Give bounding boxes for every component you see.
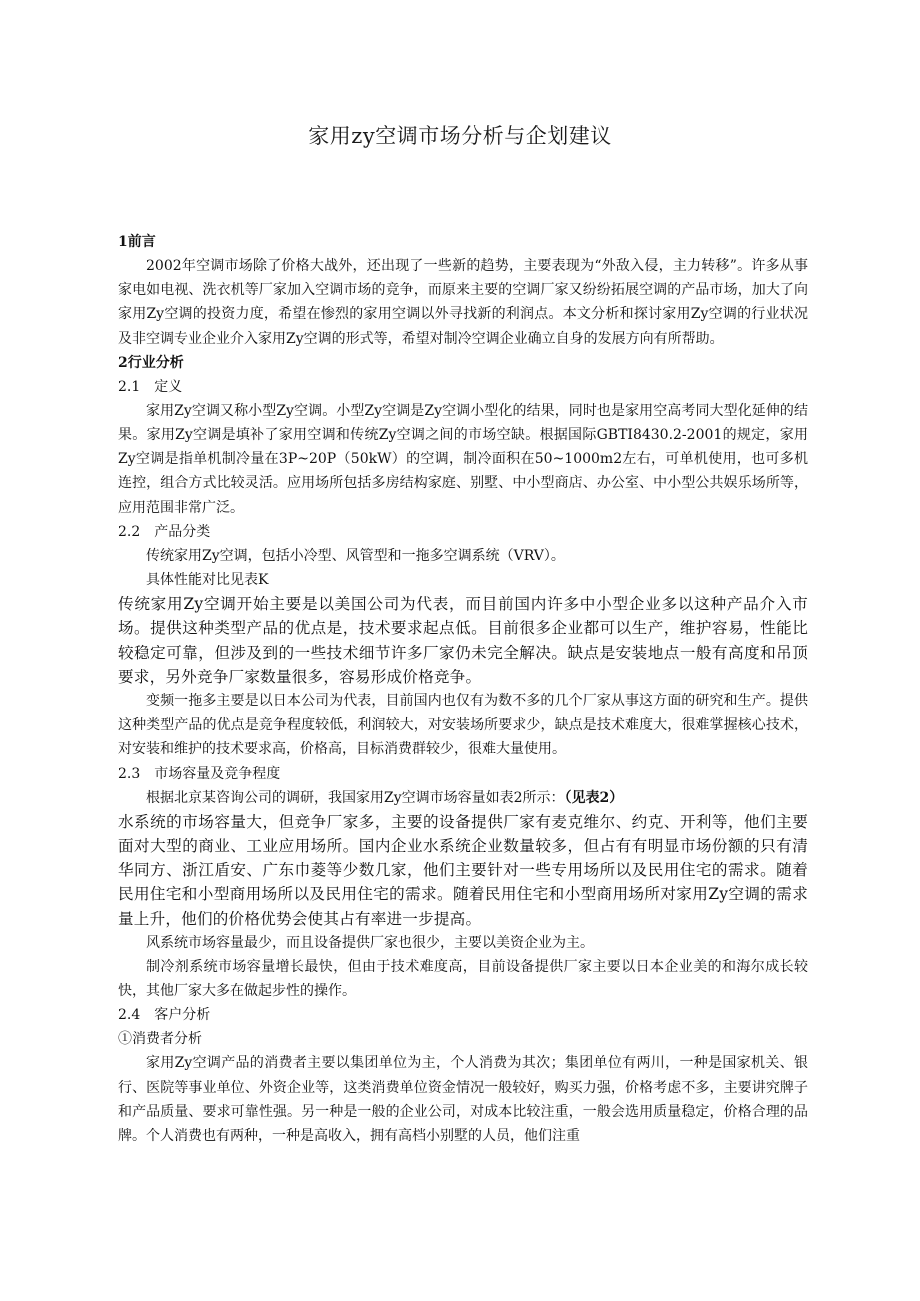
paragraph: 2002年空调市场除了价格大战外，还出现了一些新的趋势，主要表现为“外敌入侵，主力转移”。许多从事家电如电视、洗衣机等厂家加入空调市场的竞争，而原来主要的空调厂家又纷纷拓展空调的产品市场，加大了向家用Zy空调的投资力度，希望在惨烈的家用空调以外寻找新的利润点。本文分析和探讨家用Zy空调的行业状况及非空调专业企业介入家用Zy空调的形式等，希望对制冷空调企业确立自身的发展方向有所帮助。	[118, 258, 808, 347]
paragraph-text: 根据北京某咨询公司的调研，我国家用Zy空调市场容量如表2所示：	[146, 789, 565, 806]
subsection-heading-2-2: 2.2 产品分类	[118, 523, 211, 540]
paragraph	[118, 786, 808, 810]
paragraph: 传统家用Zy空调，包括小冷型、风管型和一拖多空调系统（VRV）。	[146, 547, 565, 564]
paragraph: 具体性能对比见表K	[146, 572, 269, 589]
paragraph: 传统家用Zy空调开始主要是以美国公司为代表，而目前国内许多中小型企业多以这种产品介入市场。提供这种类型产品的优点是，技术要求起点低。目前很多企业都可以生产，维护容易，性能比较稳定可靠，但涉及到的一些技术细节许多厂家仍未完全解决。缺点是安装地点一般有高度和吊顶要求，另外竞争厂家数量很多，容易形成价格竞争。	[118, 595, 808, 686]
table-reference: （见表2）	[564, 789, 624, 806]
paragraph: 家用Zy空调又称小型Zy空调。小型Zy空调是Zy空调小型化的结果，同时也是家用空高考同大型化延伸的结果。家用Zy空调是填补了家用空调和传统Zy空调之间的市场空缺。根据国际GBTI8430.2-2001的规定，家用Zy空调是指单机制冷量在3P~20P（50kW）的空调，制冷面积在50~1000m2左右，可单机使用，也可多机连控，组合方式比较灵活。应用场所包括多房结构家庭、别墅、中小型商店、办公室、中小型公共娱乐场所等，应用范围非常广泛。	[118, 402, 808, 516]
section-heading-1: 1前言	[118, 234, 156, 250]
subsection-heading-2-1: 2.1 定义	[118, 378, 183, 395]
paragraph: 制冷剂系统市场容量增长最快，但由于技术难度高，目前设备提供厂家主要以日本企业美的和海尔成长较快，其他厂家大多在做起步性的操作。	[118, 959, 808, 1000]
subsection-heading-2-4: 2.4 客户分析	[118, 1007, 211, 1024]
paragraph: 风系统市场容量最少，而且设备提供厂家也很少，主要以美资企业为主。	[146, 934, 594, 951]
document-title: 家用zy空调市场分析与企划建议	[308, 124, 612, 148]
sub-item-heading: ①消费者分析	[118, 1031, 202, 1048]
paragraph: 水系统的市场容量大，但竞争厂家多，主要的设备提供厂家有麦克维尔、约克、开利等，他们主要面对大型的商业、工业应用场所。国内企业水系统企业数量较多，但占有有明显市场份额的只有清华同方、浙江盾安、广东巾菱等少数几家，他们主要针对一些专用场所以及民用住宅的需求。随着民用住宅和小型商用场所以及民用住宅的需求。随着民用住宅和小型商用场所对家用Zy空调的需求量上升，他们的价格优势会使其占有率进一步提高。	[118, 812, 808, 928]
document-body	[118, 230, 808, 1148]
paragraph: 变频一拖多主要是以日本公司为代表，目前国内也仅有为数不多的几个厂家从事这方面的研究和生产。提供这种类型产品的优点是竞争程度较低，利润较大，对安装场所要求少，缺点是技术难度大，很难掌握核心技术，对安装和维护的技术要求高，价格高，目标消费群较少，很难大量使用。	[118, 693, 808, 758]
section-heading-2: 2行业分析	[118, 354, 184, 371]
subsection-heading-2-3: 2.3 市场容量及竞争程度	[118, 765, 281, 782]
paragraph: 家用Zy空调产品的消费者主要以集团单位为主，个人消费为其次；集团单位有两川，一种是国家机关、银行、医院等事业单位、外资企业等，这类消费单位资金情况一般较好，购买力强，价格考虑不多，主要讲究牌子和产品质量、要求可靠性强。另一种是一般的企业公司，对成本比较注重，一般会选用质量稳定，价格合理的品牌。个人消费也有两种，一种是高收入，拥有高档小别墅的人员，他们注重	[118, 1055, 808, 1145]
